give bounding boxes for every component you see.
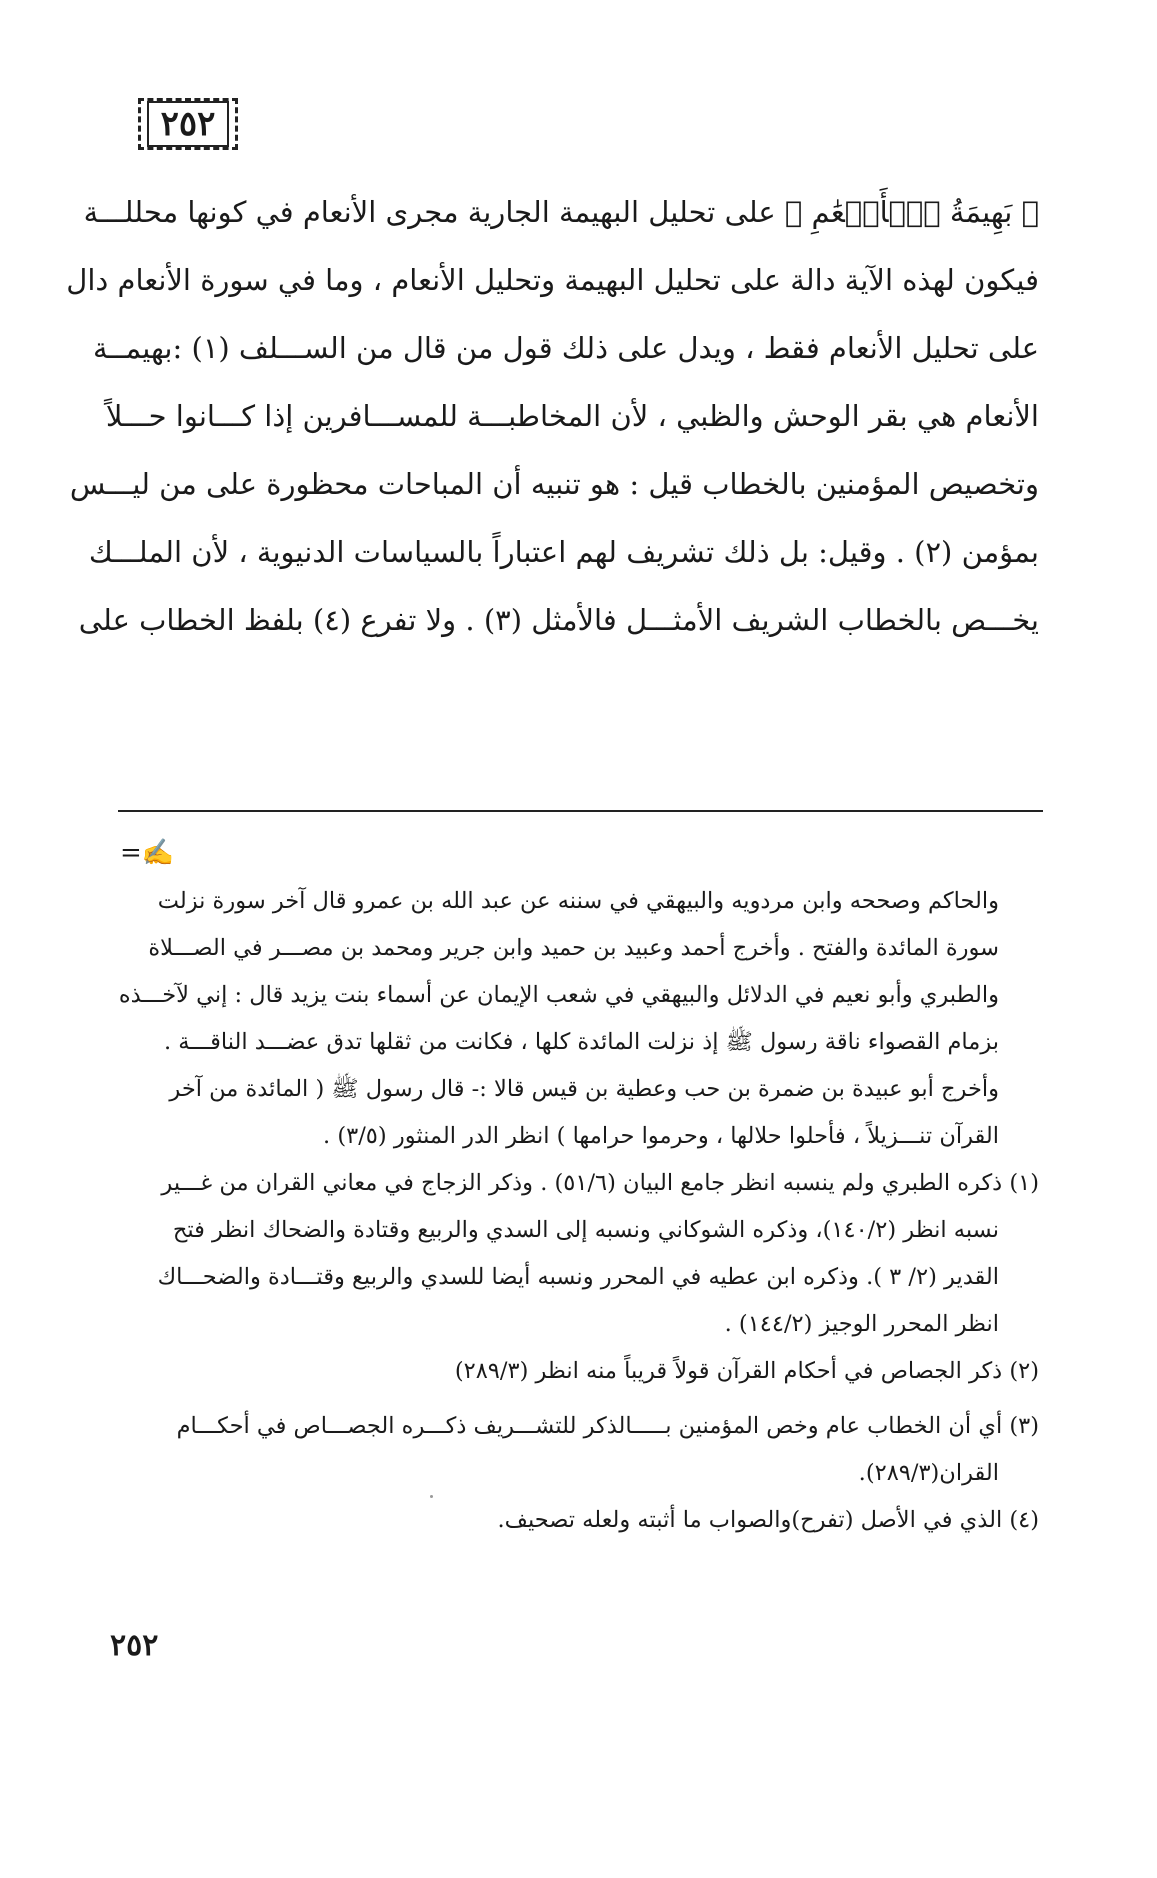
- footnotes: [109, 878, 1039, 1544]
- main-text-line: يخـــص بالخطاب الشريف الأمثـــل فالأمثل (٣) . ولا تفرع (٤) بلفظ الخطاب على: [78, 603, 1039, 637]
- scan-speck: [430, 1495, 433, 1498]
- main-text-line: ﴿ بَهِيمَةُ ٱلۡأَنۡعَٰمِ ﴾ على تحليل البهيمة الجارية مجرى الأنعام في كونها محللـــة: [83, 195, 1039, 229]
- pen-icon: ✍: [141, 838, 175, 868]
- footnote-continuation-line: القرآن تنـــزيلاً ، فأحلوا حلالها ، وحرموا حرامها ) انظر الدر المنثور (٣/٥) .: [323, 1123, 999, 1149]
- continued-marker: ✍=: [120, 838, 175, 868]
- footnote-1: (١) ذكره الطبري ولم ينسبه انظر جامع البيان (٥١/٦) . وذكر الزجاج في معاني القران من غـــير: [161, 1170, 1039, 1196]
- footnote-1-line: نسبه انظر (١٤٠/٢)، وذكره الشوكاني ونسبه إلى السدي والربيع وقتادة والضحاك انظر فتح: [172, 1217, 999, 1243]
- footnote-continuation-line: وأخرج أبو عبيدة بن ضمرة بن حب وعطية بن قيس قالا :- قال رسول ﷺ ( المائدة من آخر: [169, 1076, 999, 1102]
- footnote-continuation-line: بزمام القصواء ناقة رسول ﷺ إذ نزلت المائدة كلها ، فكانت من ثقلها تدق عضـــد الناقـــة .: [163, 1029, 999, 1055]
- page-number-badge: [138, 98, 238, 150]
- footnote-4: (٤) الذي في الأصل (تفرح)والصواب ما أثبته ولعله تصحيف.: [497, 1507, 1039, 1533]
- footnote-continuation-line: سورة المائدة والفتح . وأخرج أحمد وعبيد بن حميد وابن جرير ومحمد بن مصـــر في الصـــلاة: [148, 935, 999, 961]
- main-text-line: بمؤمن (٢) . وقيل: بل ذلك تشريف لهم اعتباراً بالسياسات الدنيوية ، لأن الملـــك: [88, 535, 1039, 569]
- main-text-line: الأنعام هي بقر الوحش والظبي ، لأن المخاطبـــة للمســـافرين إذا كـــانوا حـــلاً: [105, 399, 1039, 433]
- footnote-3-line: القران(٢٨٩/٣).: [858, 1460, 999, 1486]
- page-number-bottom: ٢٥٢: [110, 1628, 159, 1663]
- footnote-continuation-line: والطبري وأبو نعيم في الدلائل والبيهقي في شعب الإيمان عن أسماء بنت يزيد قال : إني لآخـــذه: [118, 982, 999, 1008]
- footnote-3: (٣) أي أن الخطاب عام وخص المؤمنين بـــــالذكر للتشـــريف ذكـــره الجصـــاص في أحكـــام: [176, 1413, 1039, 1439]
- main-text-line: على تحليل الأنعام فقط ، ويدل على ذلك قول من قال من الســـلف (١) :بهيمــة: [93, 331, 1039, 365]
- main-text: [66, 178, 1039, 654]
- main-text-line: وتخصيص المؤمنين بالخطاب قيل : هو تنبيه أن المباحات محظورة على من ليـــس: [69, 467, 1039, 501]
- footnote-1-line: انظر المحرر الوجيز (١٤٤/٢) .: [724, 1311, 999, 1337]
- footnote-2: (٢) ذكر الجصاص في أحكام القرآن قولاً قريباً منه انظر (٢٨٩/٣): [454, 1358, 1039, 1384]
- footnote-continuation-line: والحاكم وصححه وابن مردويه والبيهقي في سننه عن عبد الله بن عمرو قال آخر سورة نزلت: [157, 888, 999, 914]
- main-text-line: فيكون لهذه الآية دالة على تحليل البهيمة وتحليل الأنعام ، وما في سورة الأنعام دال: [66, 263, 1039, 297]
- footnote-separator: [118, 810, 1043, 812]
- page-number-top: ٢٥٢: [147, 101, 230, 147]
- footnote-1-line: القدير (٢/ ٣ ). وذكره ابن عطيه في المحرر ونسبه أيضا للسدي والربيع وقتـــادة والضحـــاك: [157, 1264, 999, 1290]
